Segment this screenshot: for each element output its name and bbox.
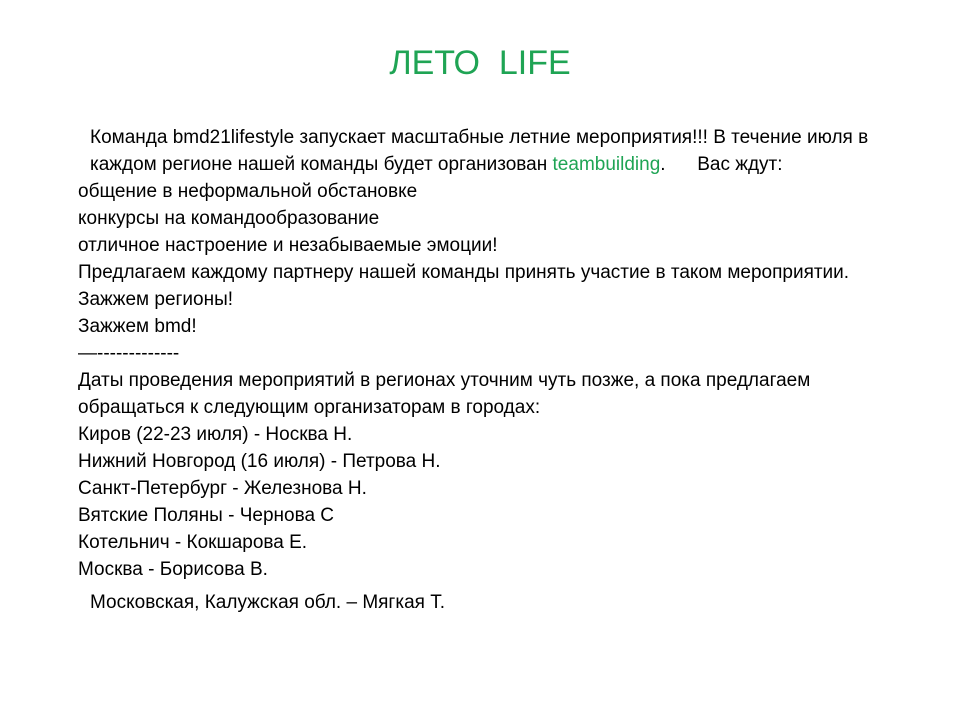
organizer-item: Москва - Борисова В. — [78, 559, 268, 580]
organizer-item: Котельнич - Кокшарова Е. — [78, 532, 308, 553]
invite-text: Предлагаем каждому партнеру нашей команды принять участие в таком мероприятии. — [78, 262, 850, 283]
bullet-item: конкурсы на командообразование — [78, 208, 380, 229]
bullet-item: общение в неформальной обстановке — [78, 181, 418, 202]
announcement-body — [78, 124, 888, 616]
page-title: ЛЕТО LIFE — [389, 44, 571, 82]
intro-text-end: . Вас ждут: — [660, 154, 783, 175]
intro-paragraph — [78, 124, 888, 178]
slogan: Зажжем регионы! — [78, 289, 234, 310]
bullet-item: отличное настроение и незабываемые эмоции! — [78, 235, 498, 256]
organizer-item: Санкт-Петербург - Железнова Н. — [78, 478, 367, 499]
slogan: Зажжем bmd! — [78, 316, 197, 337]
organizer-item-last: Московская, Калужская обл. – Мягкая Т. — [90, 592, 446, 613]
dates-note: Даты проведения мероприятий в регионах уточним чуть позже, а пока предлагаем обращаться к следующим организаторам в городах: — [78, 370, 816, 418]
divider: —------------- — [78, 343, 180, 364]
intro-text: Команда bmd21lifestyle запускает масштабные летние мероприятия!!! В течение июля в каждом регионе нашей команды будет организован — [90, 127, 874, 175]
organizer-item: Нижний Новгород (16 июля) - Петрова Н. — [78, 451, 441, 472]
organizer-item: Вятские Поляны - Чернова С — [78, 505, 335, 526]
teambuilding-highlight: teambuilding — [552, 154, 661, 175]
organizer-item: Киров (22-23 июля) - Носква Н. — [78, 424, 353, 445]
